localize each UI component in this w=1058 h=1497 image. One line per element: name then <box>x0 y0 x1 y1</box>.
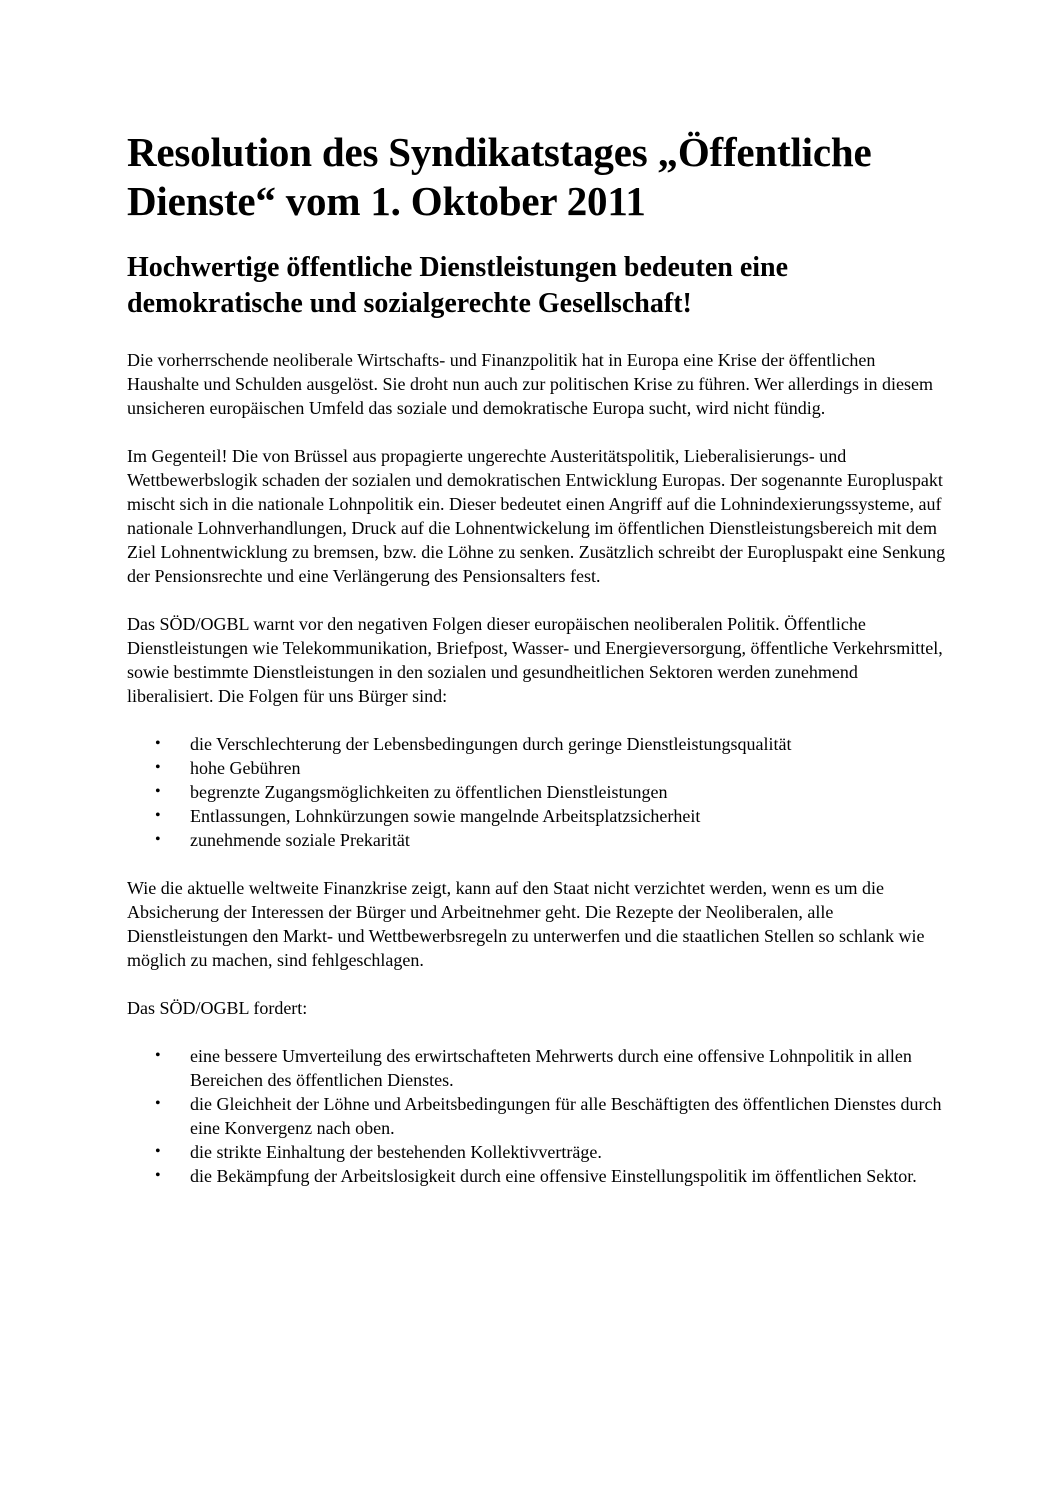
bullet-icon: • <box>155 807 161 824</box>
bullet-icon: • <box>155 735 161 752</box>
list-item <box>127 1140 947 1164</box>
list-item-text: hohe Gebühren <box>190 758 301 778</box>
paragraph-fordert: Das SÖD/OGBL fordert: <box>127 998 308 1018</box>
list-item-text: eine bessere Umverteilung des erwirtschafteten Mehrwerts durch eine offensive Lohnpolitik in allen Bereichen des öffentlichen Dienstes. <box>190 1046 912 1090</box>
document-title: Resolution des Syndikatstages „Öffentliche Dienste“ vom 1. Oktober 2011 <box>127 129 872 224</box>
paragraph-warnung: Das SÖD/OGBL warnt vor den negativen Folgen dieser europäischen neoliberalen Politik. Öffentliche Dienstleistungen wie Telekommunikation, Briefpost, Wasser- und Energieversorgung, öffentliche Verkehrsmittel, sowie bestimmte Dienstleistungen in den sozialen und gesundheitlichen Sektoren werden zunehmend liberalisiert. Die Folgen für uns Bürger sind: <box>127 614 943 706</box>
bullet-icon: • <box>155 759 161 776</box>
bullet-icon: • <box>155 1095 161 1112</box>
consequences-list <box>127 732 947 852</box>
list-item <box>127 780 947 804</box>
list-item <box>127 756 947 780</box>
list-item <box>127 1164 947 1188</box>
list-item <box>127 732 947 756</box>
list-item-text: begrenzte Zugangsmöglichkeiten zu öffentlichen Dienstleistungen <box>190 782 668 802</box>
paragraph-gegenteil: Im Gegenteil! Die von Brüssel aus propagierte ungerechte Austeritätspolitik, Lieberalisierungs- und Wettbewerbslogik schaden der sozialen und demokratischen Entwicklung Europas. Der sogenannte Europluspakt mischt sich in die nationale Lohnpolitik ein. Dieser bedeutet einen Angriff auf die Lohnindexierungssysteme, auf nationale Lohnverhandlungen, Druck auf die Lohnentwickelung im öffentlichen Dienstleistungsbereich mit dem Ziel Lohnentwicklung zu bremsen, bzw. die Löhne zu senken. Zusätzlich schreibt der Europluspakt eine Senkung der Pensionsrechte und eine Verlängerung des Pensionsalters fest. <box>127 446 946 586</box>
list-item <box>127 1044 947 1092</box>
list-item <box>127 828 947 852</box>
paragraph-finanzkrise: Wie die aktuelle weltweite Finanzkrise zeigt, kann auf den Staat nicht verzichtet werden, wenn es um die Absicherung der Interessen der Bürger und Arbeitnehmer geht. Die Rezepte der Neoliberalen, alle Dienstleistungen den Markt- und Wettbewerbsregeln zu unterwerfen und die staatlichen Stellen so schlank wie möglich zu machen, sind fehlgeschlagen. <box>127 878 925 970</box>
demands-list <box>127 1044 947 1188</box>
bullet-icon: • <box>155 1047 161 1064</box>
list-item-text: Entlassungen, Lohnkürzungen sowie mangelnde Arbeitsplatzsicherheit <box>190 806 701 826</box>
list-item-text: die Bekämpfung der Arbeitslosigkeit durch eine offensive Einstellungspolitik im öffentlichen Sektor. <box>190 1166 917 1186</box>
paragraph-intro: Die vorherrschende neoliberale Wirtschafts- und Finanzpolitik hat in Europa eine Krise der öffentlichen Haushalte und Schulden ausgelöst. Sie droht nun auch zur politischen Krise zu führen. Wer allerdings in diesem unsicheren europäischen Umfeld das soziale und demokratische Europa sucht, wird nicht fündig. <box>127 350 934 418</box>
list-item-text: die Verschlechterung der Lebensbedingungen durch geringe Dienstleistungsqualität <box>190 734 792 754</box>
bullet-icon: • <box>155 1143 161 1160</box>
bullet-icon: • <box>155 783 161 800</box>
document-page <box>127 128 947 1212</box>
list-item-text: die Gleichheit der Löhne und Arbeitsbedingungen für alle Beschäftigten des öffentlichen Dienstes durch eine Konvergenz nach oben. <box>190 1094 942 1138</box>
bullet-icon: • <box>155 831 161 848</box>
document-subtitle: Hochwertige öffentliche Dienstleistungen bedeuten eine demokratische und sozialgerechte Gesellschaft! <box>127 252 789 319</box>
list-item-text: zunehmende soziale Prekarität <box>190 830 410 850</box>
list-item <box>127 804 947 828</box>
list-item-text: die strikte Einhaltung der bestehenden Kollektivverträge. <box>190 1142 602 1162</box>
list-item <box>127 1092 947 1140</box>
bullet-icon: • <box>155 1167 161 1184</box>
